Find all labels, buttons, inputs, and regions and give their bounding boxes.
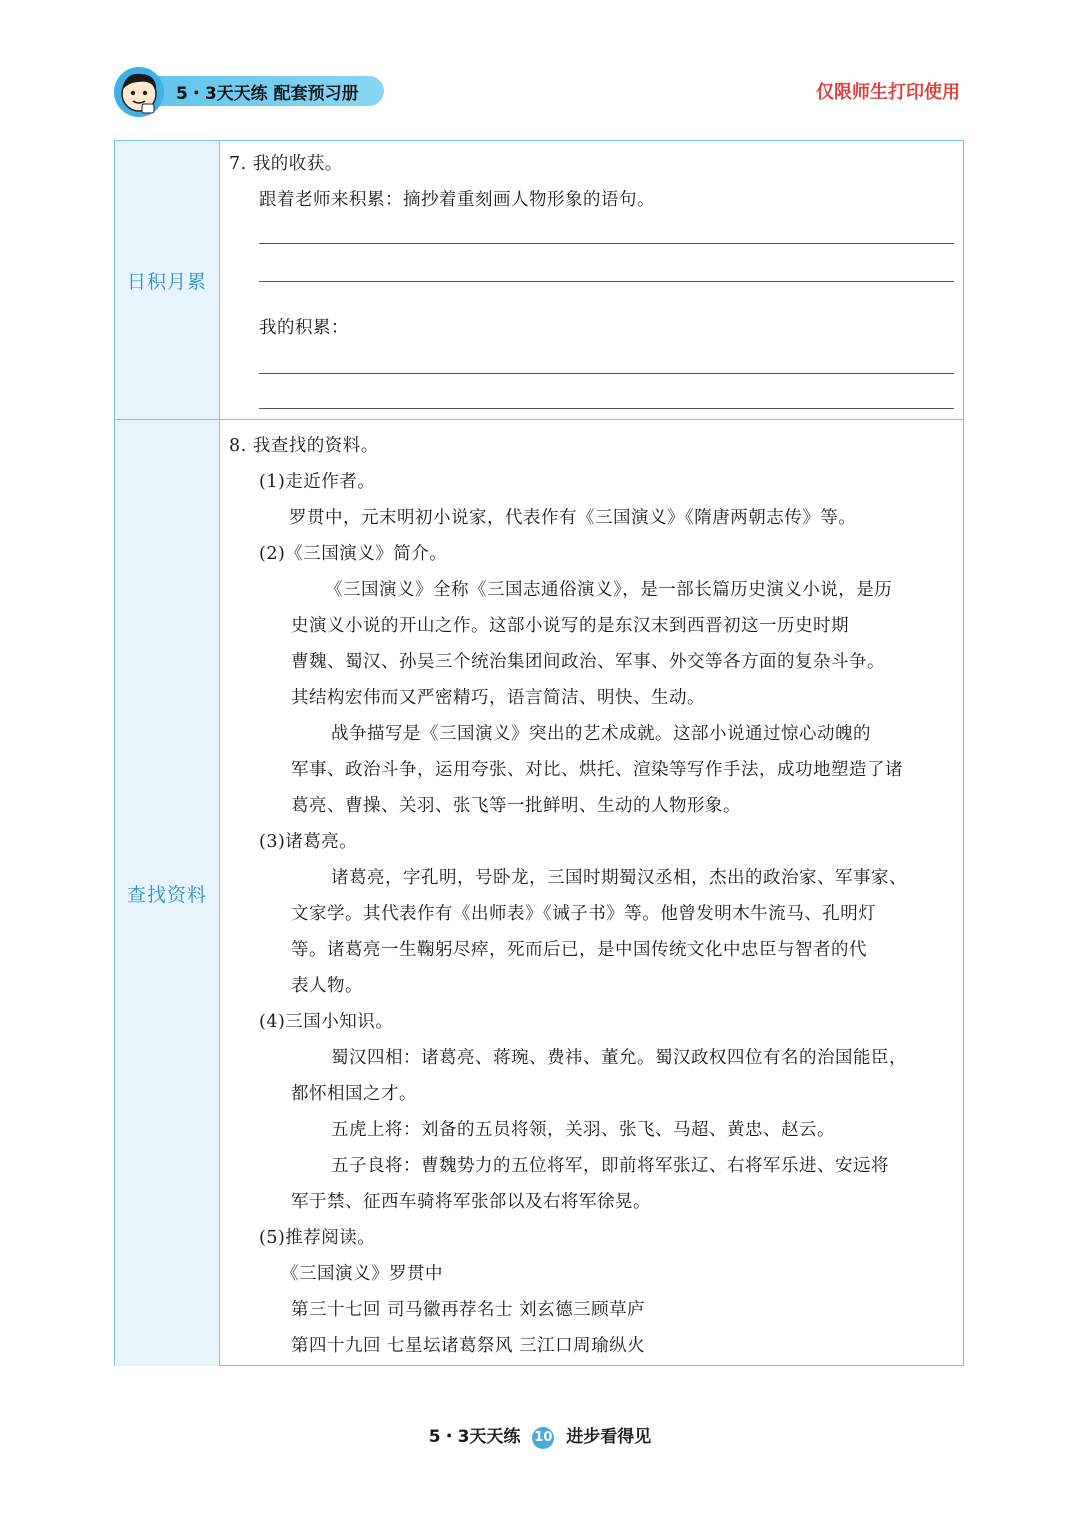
paragraph-line: 五子良将：曹魏势力的五位将军，即前将军张辽、右将军乐进、安远将 [331, 1156, 889, 1176]
paragraph-line: 葛亮、曹操、关羽、张飞等一批鲜明、生动的人物形象。 [291, 796, 741, 816]
question-prompt: 跟着老师来积累：摘抄着重刻画人物形象的语句。 [259, 190, 655, 210]
my-notes-label: 我的积累： [259, 318, 349, 338]
section-research [115, 420, 963, 1366]
restriction-note: 仅限师生打印使用 [816, 82, 960, 103]
writing-line[interactable] [259, 373, 954, 374]
paragraph-line: 曹魏、蜀汉、孙吴三个统治集团间政治、军事、外交等各方面的复杂斗争。 [291, 652, 885, 672]
page-number: 10 [532, 1427, 554, 1449]
series-title: 5・3天天练 配套预习册 [176, 84, 359, 104]
section-label: 日积月累 [126, 270, 207, 293]
footer-slogan: 进步看得见 [566, 1427, 652, 1447]
section-label-cell [115, 141, 220, 419]
subheading: (1)走近作者。 [259, 472, 376, 492]
paragraph-line: 史演义小说的开山之作。这部小说写的是东汉末到西晋初这一历史时期 [291, 616, 849, 636]
paragraph-line: 战争描写是《三国演义》突出的艺术成就。这部小说通过惊心动魄的 [331, 724, 871, 744]
page-footer [0, 1422, 1080, 1449]
reading-chapter: 第四十九回 七星坛诸葛祭风 三江口周瑜纵火 [291, 1336, 646, 1356]
paragraph-line: 都怀相国之才。 [291, 1084, 417, 1104]
section-label: 查找资料 [126, 883, 207, 906]
paragraph-line: 《三国演义》全称《三国志通俗演义》，是一部长篇历史演义小说，是历 [325, 580, 893, 600]
section-daily-accumulation [115, 141, 963, 420]
subheading: (3)诸葛亮。 [259, 832, 358, 852]
question-title: 7. 我的收获。 [229, 154, 343, 174]
subheading: (2)《三国演义》简介。 [259, 544, 448, 564]
paragraph-line: 五虎上将：刘备的五员将领，关羽、张飞、马超、黄忠、赵云。 [331, 1120, 835, 1140]
paragraph-line: 蜀汉四相：诸葛亮、蒋琬、费祎、董允。蜀汉政权四位有名的治国能臣， [331, 1048, 907, 1068]
mascot-icon [113, 66, 165, 118]
paragraph-line: 罗贯中，元末明初小说家，代表作有《三国演义》《隋唐两朝志传》等。 [289, 508, 857, 528]
writing-line[interactable] [259, 243, 954, 244]
writing-line[interactable] [259, 281, 954, 282]
footer-series: 5・3天天练 [428, 1427, 521, 1447]
paragraph-line: 军事、政治斗争，运用夸张、对比、烘托、渲染等写作手法，成功地塑造了诸 [291, 760, 903, 780]
section-label-cell [115, 420, 220, 1366]
paragraph-line: 文家学。其代表作有《出师表》《诫子书》等。他曾发明木牛流马、孔明灯 [291, 904, 877, 924]
subheading: (4)三国小知识。 [259, 1012, 394, 1032]
paragraph-line: 表人物。 [291, 976, 363, 996]
paragraph-line: 军于禁、征西车骑将军张郃以及右将军徐晃。 [291, 1192, 651, 1212]
writing-line[interactable] [259, 408, 954, 409]
reading-book: 《三国演义》罗贯中 [281, 1264, 443, 1284]
subheading: (5)推荐阅读。 [259, 1228, 376, 1248]
paragraph-line: 诸葛亮，字孔明，号卧龙，三国时期蜀汉丞相，杰出的政治家、军事家、 [331, 868, 907, 888]
worksheet-table [114, 140, 964, 1366]
reading-chapter: 第三十七回 司马徽再荐名士 刘玄德三顾草庐 [291, 1300, 646, 1320]
paragraph-line: 等。诸葛亮一生鞠躬尽瘁，死而后已，是中国传统文化中忠臣与智者的代 [291, 940, 867, 960]
series-banner [140, 76, 384, 106]
paragraph-line: 其结构宏伟而又严密精巧，语言简洁、明快、生动。 [291, 688, 705, 708]
question-title: 8. 我查找的资料。 [229, 436, 379, 456]
